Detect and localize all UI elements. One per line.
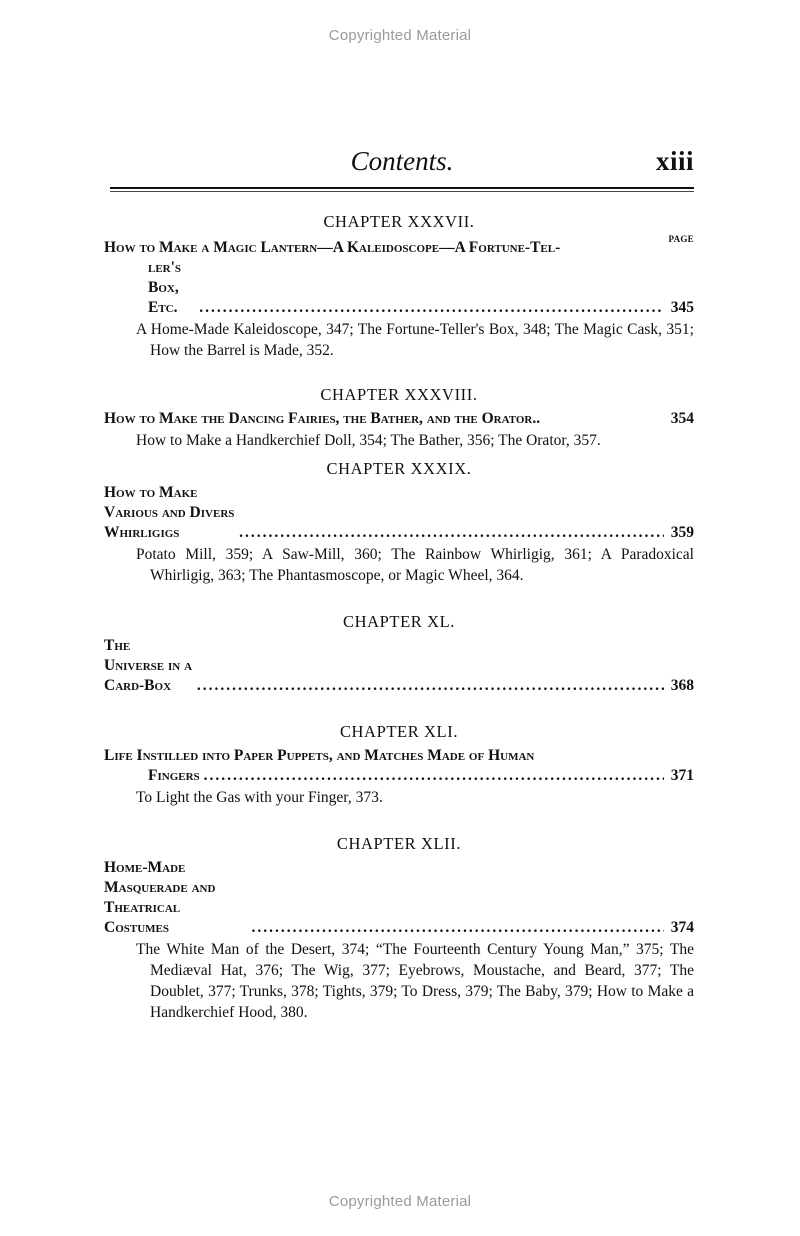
chapter-entry-title-cont: ler's Box, Etc. xyxy=(148,259,182,316)
chapter-entry-page: 359 xyxy=(670,524,694,541)
chapter-heading: CHAPTER XXXVIII. xyxy=(320,385,478,404)
running-head-page-number: xiii xyxy=(655,146,694,176)
chapter-heading: CHAPTER XL. xyxy=(342,612,456,631)
chapter-entry xyxy=(104,409,694,429)
chapter-entry xyxy=(104,746,694,786)
dot-leader xyxy=(239,523,664,543)
dot-leader xyxy=(197,676,664,696)
chapter-heading: CHAPTER XXXIX. xyxy=(326,459,472,478)
chapter-entry xyxy=(104,483,694,543)
chapter-entry-page: 354 xyxy=(670,410,694,427)
chapter-subentries: To Light the Gas with your Finger, 373. xyxy=(136,789,383,806)
header-rule xyxy=(110,187,694,189)
chapter-subentries: The White Man of the Desert, 374; “The Fourteenth Century Young Man,” 375; The Mediæval Hat, 376; The Wig, 377; Eyebrows, Moustache, and Beard, 377; The Doublet, 377; Trunks, 378; Tights, 379; To Dress, 379; The Baby, 379; How to Make a Handkerchief Hood, 380. xyxy=(136,941,694,1021)
running-head xyxy=(110,146,694,186)
chapter-entry-title: How to Make the Dancing Fairies, the Bather, and the Orator.. xyxy=(104,410,541,427)
chapter-entry-page: 345 xyxy=(670,299,694,316)
chapter-entry xyxy=(104,858,694,938)
watermark-top: Copyrighted Material xyxy=(328,27,472,44)
chapter-entry-title: How to Make a Magic Lantern—A Kaleidoscope—A Fortune-Tel- xyxy=(104,239,561,256)
running-head-title: Contents. xyxy=(350,146,454,176)
chapter-section xyxy=(104,212,694,361)
watermark-bottom: Copyrighted Material xyxy=(328,1193,472,1210)
chapter-entry-title: Life Instilled into Paper Puppets, and Matches Made of Human xyxy=(104,747,535,764)
chapter-section xyxy=(104,612,694,696)
chapter-subentries: How to Make a Handkerchief Doll, 354; The Bather, 356; The Orator, 357. xyxy=(136,432,601,449)
chapter-entry-page: 371 xyxy=(670,767,694,784)
page-column-label: PAGE xyxy=(668,234,694,244)
chapter-entry-title: How to Make Various and Divers Whirligigs xyxy=(104,484,235,541)
chapter-entry-title-cont: Fingers xyxy=(148,767,200,784)
chapter-entry xyxy=(104,636,694,696)
chapter-subentries: Potato Mill, 359; A Saw-Mill, 360; The Rainbow Whirligig, 361; A Paradoxical Whirligig, 363; The Phantasmoscope, or Magic Wheel, 364. xyxy=(136,546,694,584)
chapter-entry-page: 368 xyxy=(670,677,694,694)
chapter-entry-page: 374 xyxy=(670,919,694,936)
dot-leader xyxy=(199,298,664,318)
chapter-heading: CHAPTER XLII. xyxy=(336,834,462,853)
chapter-entry-title: The Universe in a Card-Box xyxy=(104,637,193,694)
header-rule-thin xyxy=(110,191,694,192)
dot-leader xyxy=(251,918,664,938)
chapter-entry-title: Home-Made Masquerade and Theatrical Costumes xyxy=(104,859,216,936)
chapter-section xyxy=(104,459,694,586)
chapter-section xyxy=(104,834,694,1023)
contents-list xyxy=(104,212,694,1023)
chapter-entry xyxy=(104,238,694,318)
dot-leader xyxy=(204,766,664,786)
chapter-section xyxy=(104,722,694,808)
chapter-section xyxy=(104,385,694,451)
chapter-heading: CHAPTER XLI. xyxy=(339,722,459,741)
chapter-subentries: A Home-Made Kaleidoscope, 347; The Fortune-Teller's Box, 348; The Magic Cask, 351; How the Barrel is Made, 352. xyxy=(136,321,694,359)
chapter-heading: CHAPTER XXXVII. xyxy=(323,212,475,231)
